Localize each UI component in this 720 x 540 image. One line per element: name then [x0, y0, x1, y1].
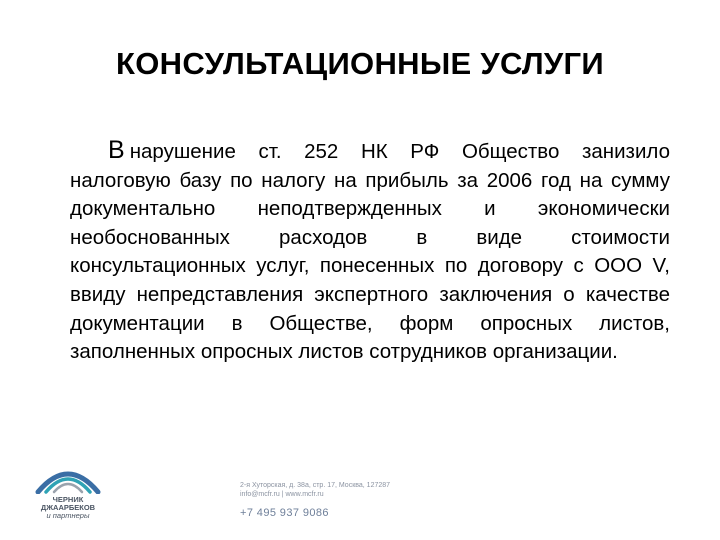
- logo-text-line2: ДЖААРБЕКОВ: [40, 503, 96, 512]
- logo-text-line1: ЧЕРНИК: [52, 495, 84, 504]
- contact-address: 2-я Хуторская, д. 38а, стр. 17, Москва, 127287: [240, 482, 391, 489]
- body-first-word: В: [108, 136, 125, 164]
- logo-arc-icon: [34, 462, 102, 494]
- footer-contacts: [240, 481, 460, 520]
- contact-phone: +7 495 937 9086: [240, 507, 329, 519]
- company-logo: [28, 462, 108, 524]
- slide-body-text: [70, 136, 670, 367]
- contact-web: info@mcfr.ru | www.mcfr.ru: [240, 491, 324, 498]
- body-text: нарушение ст. 252 НК РФ Общество занизило налоговую базу по налогу на прибыль за 2006 год на сумму документально неподтвержденных и экономически необоснованных расходов в виде стоимости консультационных услуг, понесенных по договору с ООО V, ввиду непредставления экспертного заключения о качестве документации в Обществе, форм опросных листов, заполненных опросных листов сотрудников организации.: [70, 140, 670, 364]
- logo-text-line3: и партнеры: [46, 511, 90, 520]
- slide-title: КОНСУЛЬТАЦИОННЫЕ УСЛУГИ: [116, 46, 604, 81]
